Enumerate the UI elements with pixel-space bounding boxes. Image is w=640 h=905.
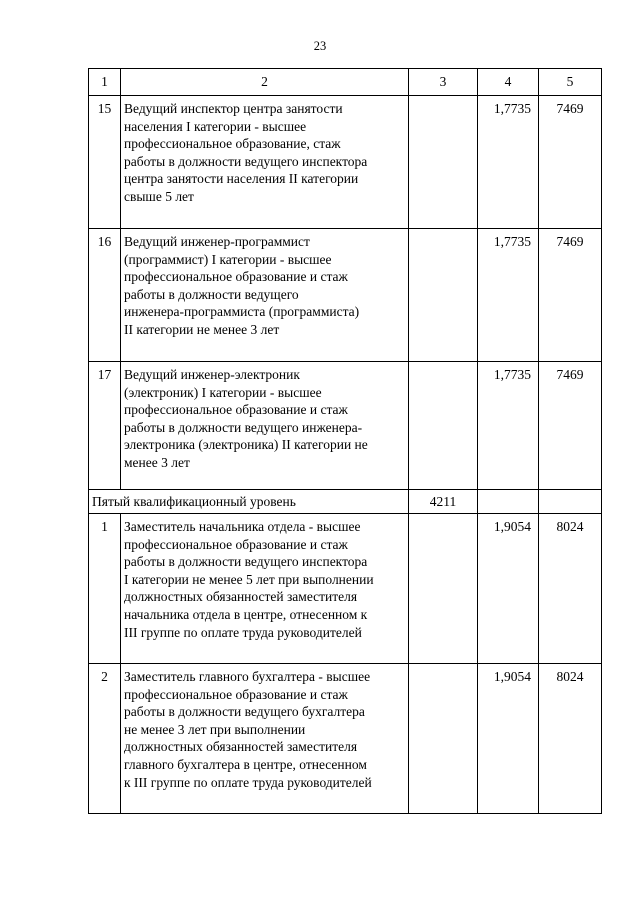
description-line: менее 3 лет [124, 454, 190, 470]
description-line: работы в должности ведущего [124, 286, 299, 302]
description-line: Заместитель главного бухгалтера - высшее [124, 669, 371, 684]
coefficient-cell: 1,7735 [478, 229, 539, 362]
qualification-level-label: Пятый квалификационный уровень [89, 490, 409, 514]
position-description [121, 229, 409, 362]
description-line: (программист) I категории - высшее [124, 251, 332, 267]
salary-cell: 7469 [539, 362, 602, 490]
description-line: Ведущий инженер-электроник [124, 367, 300, 382]
row-number: 16 [89, 229, 121, 362]
description-line: не менее 3 лет при выполнении [124, 721, 306, 737]
description-line: работы в должности ведущего инженера- [124, 419, 363, 435]
description-line: II категории не менее 3 лет [124, 321, 280, 337]
header-col-2: 2 [121, 69, 409, 96]
description-line: начальника отдела в центре, отнесенном к [124, 606, 368, 622]
description-line: Ведущий инженер-программист [124, 234, 310, 249]
table-row [89, 664, 602, 814]
row-number: 1 [89, 514, 121, 664]
table-row [89, 362, 602, 490]
description-line: профессиональное образование и стаж [124, 686, 348, 702]
description-line: профессиональное образование, стаж [124, 136, 341, 152]
description-line: должностных обязанностей заместителя [124, 739, 358, 755]
salary-cell: 7469 [539, 96, 602, 229]
description-line: работы в должности ведущего инспектора [124, 153, 368, 169]
qualification-table [88, 68, 602, 814]
row-number: 17 [89, 362, 121, 490]
qualification-level-row [89, 490, 602, 514]
column-3-cell [409, 362, 478, 490]
description-line: профессиональное образование и стаж [124, 536, 348, 552]
row-number: 2 [89, 664, 121, 814]
column-3-cell [409, 96, 478, 229]
description-line: должностных обязанностей заместителя [124, 589, 358, 605]
description-line: электроника (электроника) II категории не [124, 437, 368, 453]
description-line: к III группе по оплате труда руководителей [124, 774, 372, 790]
description-line: I категории не менее 5 лет при выполнении [124, 571, 374, 587]
empty-cell [478, 490, 539, 514]
coefficient-cell: 1,9054 [478, 664, 539, 814]
table-row [89, 229, 602, 362]
coefficient-cell: 1,7735 [478, 96, 539, 229]
header-col-4: 4 [478, 69, 539, 96]
column-3-cell [409, 514, 478, 664]
header-col-1: 1 [89, 69, 121, 96]
description-line: инженера-программиста (программиста) [124, 304, 360, 320]
table-row [89, 514, 602, 664]
position-description [121, 96, 409, 229]
table-row [89, 96, 602, 229]
description-line: работы в должности ведущего инспектора [124, 554, 368, 570]
salary-cell: 7469 [539, 229, 602, 362]
description-line: свыше 5 лет [124, 188, 194, 204]
column-3-cell [409, 664, 478, 814]
description-line: Заместитель начальника отдела - высшее [124, 519, 361, 534]
description-line: Ведущий инспектор центра занятости [124, 101, 343, 116]
header-col-3: 3 [409, 69, 478, 96]
empty-cell [539, 490, 602, 514]
description-line: центра занятости населения II категории [124, 171, 359, 187]
position-description [121, 664, 409, 814]
coefficient-cell: 1,7735 [478, 362, 539, 490]
coefficient-cell: 1,9054 [478, 514, 539, 664]
qualification-level-value: 4211 [409, 490, 478, 514]
table-header-row [89, 69, 602, 96]
description-line: (электроник) I категории - высшее [124, 384, 322, 400]
description-line: населения I категории - высшее [124, 118, 307, 134]
position-description [121, 514, 409, 664]
description-line: профессиональное образование и стаж [124, 269, 348, 285]
salary-cell: 8024 [539, 664, 602, 814]
description-line: III группе по оплате труда руководителей [124, 624, 362, 640]
description-line: профессиональное образование и стаж [124, 402, 348, 418]
row-number: 15 [89, 96, 121, 229]
salary-cell: 8024 [539, 514, 602, 664]
description-line: работы в должности ведущего бухгалтера [124, 704, 365, 720]
column-3-cell [409, 229, 478, 362]
description-line: главного бухгалтера в центре, отнесенном [124, 756, 367, 772]
header-col-5: 5 [539, 69, 602, 96]
page-number: 23 [313, 39, 327, 53]
position-description [121, 362, 409, 490]
